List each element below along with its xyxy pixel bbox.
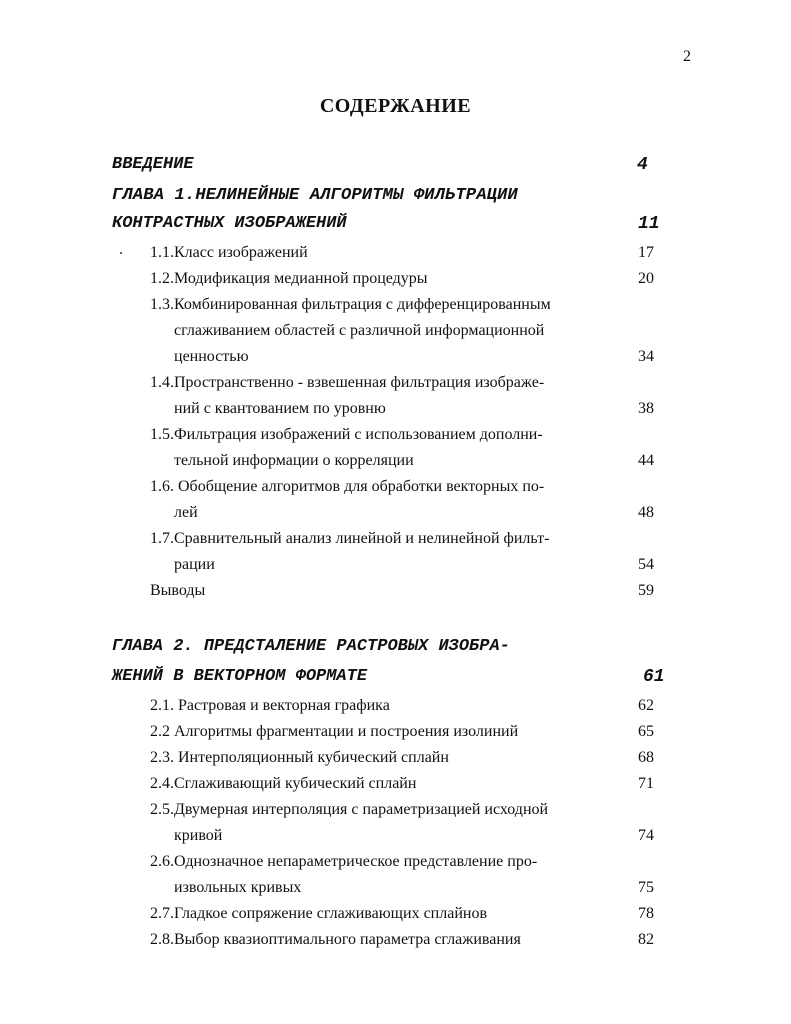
- toc-item-2-6-page: 75: [638, 879, 654, 896]
- page-title: СОДЕРЖАНИЕ: [319, 95, 472, 117]
- toc-item-1-4-page: 38: [638, 400, 654, 417]
- toc-item-1-6-line2: лей: [174, 504, 198, 521]
- chapter2-page: 61: [643, 667, 665, 687]
- toc-item-2-7: 2.7.Гладкое сопряжение сглаживающих сплайнов: [150, 905, 487, 922]
- toc-item-1-1-page: 17: [638, 244, 654, 261]
- toc-item-1-4-line1: 1.4.Пространственно - взвешенная фильтрация изображе-: [150, 374, 545, 391]
- toc-item-1-6-page: 48: [638, 504, 654, 521]
- toc-item-1-5-line2: тельной информации о корреляции: [174, 452, 414, 469]
- chapter1-heading-line1: [112, 186, 518, 205]
- toc-item-2-5-line1: 2.5.Двумерная интерполяция с параметризацией исходной: [150, 801, 549, 818]
- toc-item-2-4: 2.4.Сглаживающий кубический сплайн: [150, 775, 417, 792]
- toc-item-2-2: 2.2 Алгоритмы фрагментации и построения изолиний: [150, 723, 519, 740]
- chapter1-heading-line2: КОНТРАСТНЫХ ИЗОБРАЖЕНИЙ: [112, 214, 347, 233]
- chapter2-heading-line1: ГЛАВА 2. ПРЕДСТАЛЕНИЕ РАСТРОВЫХ ИЗОБРА-: [112, 637, 510, 656]
- toc-item-1-2-page: 20: [638, 270, 654, 287]
- chapter1-page: 11: [638, 214, 660, 234]
- toc-item-2-1-page: 62: [638, 697, 654, 714]
- toc-item-conclusions-page: 59: [638, 582, 654, 599]
- toc-item-1-5-page: 44: [638, 452, 654, 469]
- toc-item-2-4-page: 71: [638, 775, 654, 792]
- toc-item-2-1: 2.1. Растровая и векторная графика: [150, 697, 390, 714]
- toc-item-2-7-page: 78: [638, 905, 654, 922]
- toc-item-1-7-page: 54: [638, 556, 654, 573]
- toc-item-2-8-page: 82: [638, 931, 654, 948]
- toc-item-1-3-line3: ценностью: [174, 348, 249, 365]
- toc-item-1-7-line2: рации: [174, 556, 215, 573]
- toc-item-1-4-line2: ний с квантованием по уровню: [174, 400, 386, 417]
- toc-item-2-5-line2: кривой: [174, 827, 223, 844]
- page-number: 2: [683, 48, 691, 65]
- toc-item-1-7-line1: 1.7.Сравнительный анализ линейной и нелинейной фильт-: [150, 530, 550, 547]
- toc-item-1-6-line1: 1.6. Обобщение алгоритмов для обработки векторных по-: [150, 478, 545, 495]
- toc-item-2-2-page: 65: [638, 723, 654, 740]
- toc-item-1-3-line1: 1.3.Комбинированная фильтрация с дифференцированным: [150, 296, 551, 313]
- toc-item-1-1: 1.1.Класс изображений: [150, 244, 308, 261]
- stray-dot: [120, 252, 122, 254]
- toc-item-2-3: 2.3. Интерполяционный кубический сплайн: [150, 749, 449, 766]
- toc-item-1-3-line2: сглаживанием областей с различной информационной: [174, 322, 545, 339]
- toc-item-1-3-page: 34: [638, 348, 654, 365]
- toc-item-2-8: 2.8.Выбор квазиоптимального параметра сглаживания: [150, 931, 521, 948]
- toc-item-1-5-line1: 1.5.Фильтрация изображений с использованием дополни-: [150, 426, 543, 443]
- intro-page: 4: [637, 155, 648, 175]
- toc-item-2-5-page: 74: [638, 827, 654, 844]
- intro-heading: ВВЕДЕНИЕ: [112, 155, 194, 174]
- toc-item-2-3-page: 68: [638, 749, 654, 766]
- toc-item-2-6-line2: извольных кривых: [174, 879, 302, 896]
- toc-item-1-2: 1.2.Модификация медианной процедуры: [150, 270, 428, 287]
- toc-item-2-6-line1: 2.6.Однозначное непараметрическое представление про-: [150, 853, 538, 870]
- toc-item-conclusions: Выводы: [150, 582, 206, 599]
- chapter2-heading-line2: ЖЕНИЙ В ВЕКТОРНОМ ФОРМАТЕ: [112, 667, 368, 686]
- chapter1-heading-text1: ГЛАВА 1.НЕЛИНЕЙНЫЕ АЛГОРИТМЫ ФИЛЬТРАЦИИ: [112, 186, 518, 205]
